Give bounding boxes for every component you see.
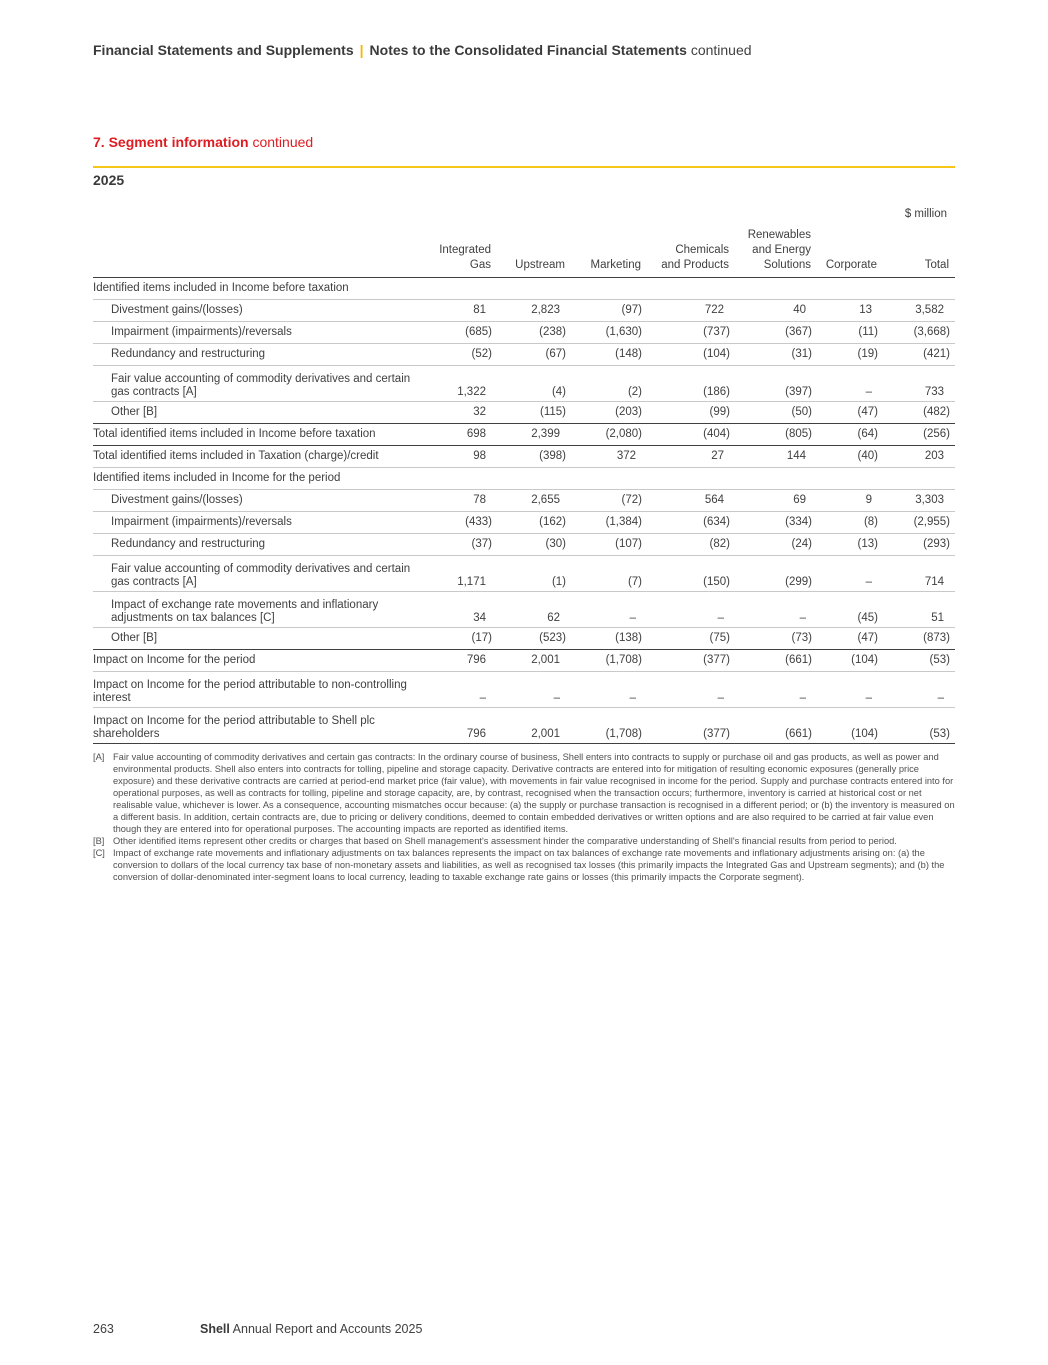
value-cell: (148): [571, 344, 647, 366]
value-cell: 3,582: [883, 300, 955, 322]
value-cell: –: [817, 556, 883, 592]
value-cell: –: [817, 672, 883, 708]
value-cell: 796: [423, 708, 497, 744]
value-cell: (24): [735, 534, 817, 556]
value-cell: (377): [647, 708, 735, 744]
table-row: [93, 468, 955, 490]
value-cell: (256): [883, 424, 955, 446]
value-cell: (30): [497, 534, 571, 556]
row-label: Total identified items included in Income before taxation: [93, 424, 423, 446]
value-cell: 78: [423, 490, 497, 512]
section-heading: 7. Segment information: [93, 134, 249, 150]
value-cell: [423, 468, 497, 490]
page-number: 263: [93, 1322, 114, 1336]
value-cell: –: [423, 672, 497, 708]
table-row: [93, 650, 955, 672]
header-separator: |: [359, 42, 364, 58]
value-cell: (334): [735, 512, 817, 534]
value-cell: (523): [497, 628, 571, 650]
value-cell: (293): [883, 534, 955, 556]
table-row: [93, 534, 955, 556]
value-cell: (367): [735, 322, 817, 344]
value-cell: [817, 278, 883, 300]
row-label: Other [B]: [93, 402, 423, 424]
value-cell: 32: [423, 402, 497, 424]
value-cell: (685): [423, 322, 497, 344]
value-cell: 40: [735, 300, 817, 322]
value-cell: 2,823: [497, 300, 571, 322]
value-cell: (31): [735, 344, 817, 366]
column-header-line: Integrated: [439, 244, 491, 256]
col-total: [883, 228, 955, 278]
value-cell: (115): [497, 402, 571, 424]
section-rule: [93, 166, 955, 168]
value-cell: (97): [571, 300, 647, 322]
value-cell: (13): [817, 534, 883, 556]
col-upstream: [497, 228, 571, 278]
row-label: Impact of exchange rate movements and inflationary adjustments on tax balances [C]: [93, 592, 423, 628]
value-cell: (47): [817, 402, 883, 424]
footnote-tag: [C]: [93, 848, 105, 858]
value-cell: –: [817, 366, 883, 402]
value-cell: [735, 468, 817, 490]
row-label: Impact on Income for the period attributable to non-controlling interest: [93, 672, 423, 708]
value-cell: (634): [647, 512, 735, 534]
value-cell: (4): [497, 366, 571, 402]
value-cell: 9: [817, 490, 883, 512]
footnote-a: [93, 751, 955, 835]
column-header-line: Chemicals: [675, 244, 729, 256]
value-cell: –: [571, 592, 647, 628]
value-cell: 2,001: [497, 650, 571, 672]
value-cell: (661): [735, 650, 817, 672]
value-cell: (107): [571, 534, 647, 556]
column-header-line: and Products: [661, 259, 729, 271]
value-cell: (104): [817, 650, 883, 672]
table-row: [93, 628, 955, 650]
value-cell: (7): [571, 556, 647, 592]
value-cell: 1,322: [423, 366, 497, 402]
header-section: Financial Statements and Supplements: [93, 42, 354, 58]
value-cell: (2,080): [571, 424, 647, 446]
value-cell: [571, 278, 647, 300]
value-cell: [817, 468, 883, 490]
value-cell: (238): [497, 322, 571, 344]
value-cell: –: [497, 672, 571, 708]
row-label: Other [B]: [93, 628, 423, 650]
value-cell: (150): [647, 556, 735, 592]
footer-title: [200, 1322, 422, 1336]
value-cell: (398): [497, 446, 571, 468]
col-integrated-gas: [423, 228, 497, 278]
value-cell: 372: [571, 446, 647, 468]
value-cell: (99): [647, 402, 735, 424]
row-label: Fair value accounting of commodity derivatives and certain gas contracts [A]: [93, 366, 423, 402]
value-cell: –: [647, 672, 735, 708]
value-cell: (104): [817, 708, 883, 744]
value-cell: (11): [817, 322, 883, 344]
row-label: Fair value accounting of commodity derivatives and certain gas contracts [A]: [93, 556, 423, 592]
value-cell: (37): [423, 534, 497, 556]
value-cell: (45): [817, 592, 883, 628]
value-cell: [571, 468, 647, 490]
value-cell: (1,384): [571, 512, 647, 534]
header-continued: continued: [690, 42, 752, 58]
col-corporate: [817, 228, 883, 278]
value-cell: 3,303: [883, 490, 955, 512]
col-chemicals: [647, 228, 735, 278]
row-label: Divestment gains/(losses): [93, 300, 423, 322]
value-cell: –: [735, 592, 817, 628]
value-cell: (50): [735, 402, 817, 424]
row-label: Impairment (impairments)/reversals: [93, 322, 423, 344]
value-cell: (67): [497, 344, 571, 366]
column-header-line: Renewables: [747, 229, 811, 241]
row-label: Impairment (impairments)/reversals: [93, 512, 423, 534]
value-cell: (1,630): [571, 322, 647, 344]
footnote-text: Fair value accounting of commodity derivatives and certain gas contracts: In the ordinary course of business, Shell enters into contracts to supply or purchase oil and gas products, as well as power and environmental products. Shell also enters into contracts for tolling, pipeline and storage capacity. Derivative contracts are entered into for mitigation of resulting economic exposures (generally price exposure) and these derivative contracts are carried at period-end market price (fair value), with movements in fair value recognised in income for the period. Supply and purchase contracts entered into for operational purposes, as well as contracts for tolling, pipeline and storage capacity, are, by contrast, recognised when the transaction occurs; furthermore, inventory is carried at historical cost or net realisable value, whichever is lower. As a consequence, accounting mismatches occur because: (a) the supply or purchase transaction is recognised in a different period; or (b) the inventory is measured on a different basis. In addition, certain contracts are, due to pricing or delivery conditions, deemed to contain embedded derivatives or written options and are also required to be carried at fair value even though they are entered into for operational purposes. The accounting impacts are reported as identified items.: [113, 752, 955, 834]
value-cell: 62: [497, 592, 571, 628]
value-cell: 69: [735, 490, 817, 512]
table-row: [93, 322, 955, 344]
value-cell: (805): [735, 424, 817, 446]
value-cell: (53): [883, 708, 955, 744]
value-cell: (53): [883, 650, 955, 672]
value-cell: [497, 468, 571, 490]
column-header-line: Corporate: [825, 259, 877, 271]
value-cell: (8): [817, 512, 883, 534]
footnote-c: [93, 847, 955, 883]
table-row: [93, 446, 955, 468]
table-row: [93, 556, 955, 592]
value-cell: (17): [423, 628, 497, 650]
segment-table: [93, 228, 955, 744]
value-cell: (72): [571, 490, 647, 512]
column-header-line: and Energy: [752, 244, 811, 256]
row-label: Identified items included in Income for the period: [93, 468, 423, 490]
value-cell: –: [647, 592, 735, 628]
table-row: [93, 344, 955, 366]
value-cell: [497, 278, 571, 300]
table-row: [93, 490, 955, 512]
value-cell: –: [883, 672, 955, 708]
column-header-line: Marketing: [590, 259, 641, 271]
value-cell: (203): [571, 402, 647, 424]
value-cell: (404): [647, 424, 735, 446]
value-cell: 27: [647, 446, 735, 468]
table-row: [93, 592, 955, 628]
footnotes: [93, 751, 955, 883]
table-row: [93, 512, 955, 534]
row-label: Redundancy and restructuring: [93, 344, 423, 366]
value-cell: 2,001: [497, 708, 571, 744]
row-label: Divestment gains/(losses): [93, 490, 423, 512]
value-cell: (19): [817, 344, 883, 366]
value-cell: (75): [647, 628, 735, 650]
value-cell: 714: [883, 556, 955, 592]
value-cell: 98: [423, 446, 497, 468]
value-cell: 733: [883, 366, 955, 402]
header-subsection: Notes to the Consolidated Financial Statements: [369, 42, 687, 58]
value-cell: 2,655: [497, 490, 571, 512]
value-cell: 34: [423, 592, 497, 628]
value-cell: 564: [647, 490, 735, 512]
value-cell: (40): [817, 446, 883, 468]
table-header-row: [93, 228, 955, 278]
value-cell: 796: [423, 650, 497, 672]
value-cell: [423, 278, 497, 300]
value-cell: (433): [423, 512, 497, 534]
value-cell: (73): [735, 628, 817, 650]
footnote-tag: [B]: [93, 836, 105, 846]
footer-brand: Shell: [200, 1322, 230, 1336]
value-cell: (421): [883, 344, 955, 366]
value-cell: [883, 468, 955, 490]
column-header-line: Gas: [469, 259, 491, 271]
value-cell: (138): [571, 628, 647, 650]
value-cell: 1,171: [423, 556, 497, 592]
section-continued: continued: [252, 134, 314, 150]
value-cell: 144: [735, 446, 817, 468]
row-label: Impact on Income for the period attributable to Shell plc shareholders: [93, 708, 423, 744]
section-title: [93, 134, 313, 150]
table-row: [93, 402, 955, 424]
value-cell: (299): [735, 556, 817, 592]
row-label: Identified items included in Income before taxation: [93, 278, 423, 300]
footer-report-title: Annual Report and Accounts 2025: [232, 1322, 423, 1336]
value-cell: (482): [883, 402, 955, 424]
value-cell: 722: [647, 300, 735, 322]
page-footer: [93, 1322, 423, 1336]
row-label: Redundancy and restructuring: [93, 534, 423, 556]
column-header-line: Upstream: [515, 259, 565, 271]
header-blank: [93, 228, 423, 278]
value-cell: [647, 278, 735, 300]
value-cell: [735, 278, 817, 300]
value-cell: (661): [735, 708, 817, 744]
value-cell: (2): [571, 366, 647, 402]
col-marketing: [571, 228, 647, 278]
column-header-line: Total: [924, 259, 949, 271]
value-cell: (64): [817, 424, 883, 446]
value-cell: 13: [817, 300, 883, 322]
value-cell: (1,708): [571, 708, 647, 744]
value-cell: –: [735, 672, 817, 708]
value-cell: (162): [497, 512, 571, 534]
value-cell: (1): [497, 556, 571, 592]
value-cell: (104): [647, 344, 735, 366]
year-heading: 2025: [93, 172, 125, 188]
value-cell: 203: [883, 446, 955, 468]
value-cell: –: [571, 672, 647, 708]
value-cell: (1,708): [571, 650, 647, 672]
unit-label: $ million: [904, 208, 947, 220]
table-row: [93, 424, 955, 446]
value-cell: (3,668): [883, 322, 955, 344]
value-cell: 81: [423, 300, 497, 322]
value-cell: (397): [735, 366, 817, 402]
value-cell: 698: [423, 424, 497, 446]
footnote-b: [93, 835, 955, 847]
table-row: [93, 708, 955, 744]
column-header-line: Solutions: [763, 259, 811, 271]
value-cell: 2,399: [497, 424, 571, 446]
footnote-text: Other identified items represent other credits or charges that based on Shell management's assessment hinder the comparative understanding of Shell's financial results from period to period.: [113, 836, 897, 846]
row-label: Impact on Income for the period: [93, 650, 423, 672]
value-cell: [883, 278, 955, 300]
value-cell: (82): [647, 534, 735, 556]
table-row: [93, 672, 955, 708]
footnote-tag: [A]: [93, 752, 105, 762]
value-cell: (2,955): [883, 512, 955, 534]
value-cell: 51: [883, 592, 955, 628]
col-renewables: [735, 228, 817, 278]
running-header: [93, 42, 752, 58]
value-cell: (377): [647, 650, 735, 672]
value-cell: (47): [817, 628, 883, 650]
table-row: [93, 300, 955, 322]
value-cell: (873): [883, 628, 955, 650]
footnote-text: Impact of exchange rate movements and inflationary adjustments on tax balances represents the impact on tax balances of exchange rate movements and inflationary adjustments arising on: (a) the conversion to dollars of the local currency tax base of non-monetary assets and liabilities, as well as recognised tax losses (this primarily impacts the Integrated Gas and Upstream segments); and (b) the conversion of dollar-denominated inter-segment loans to local currency, leading to taxable exchange rate gains or losses (this primarily impacts the Corporate segment).: [113, 848, 945, 882]
table-row: [93, 366, 955, 402]
row-label: Total identified items included in Taxation (charge)/credit: [93, 446, 423, 468]
value-cell: [647, 468, 735, 490]
table-row: [93, 278, 955, 300]
value-cell: (737): [647, 322, 735, 344]
value-cell: (52): [423, 344, 497, 366]
value-cell: (186): [647, 366, 735, 402]
